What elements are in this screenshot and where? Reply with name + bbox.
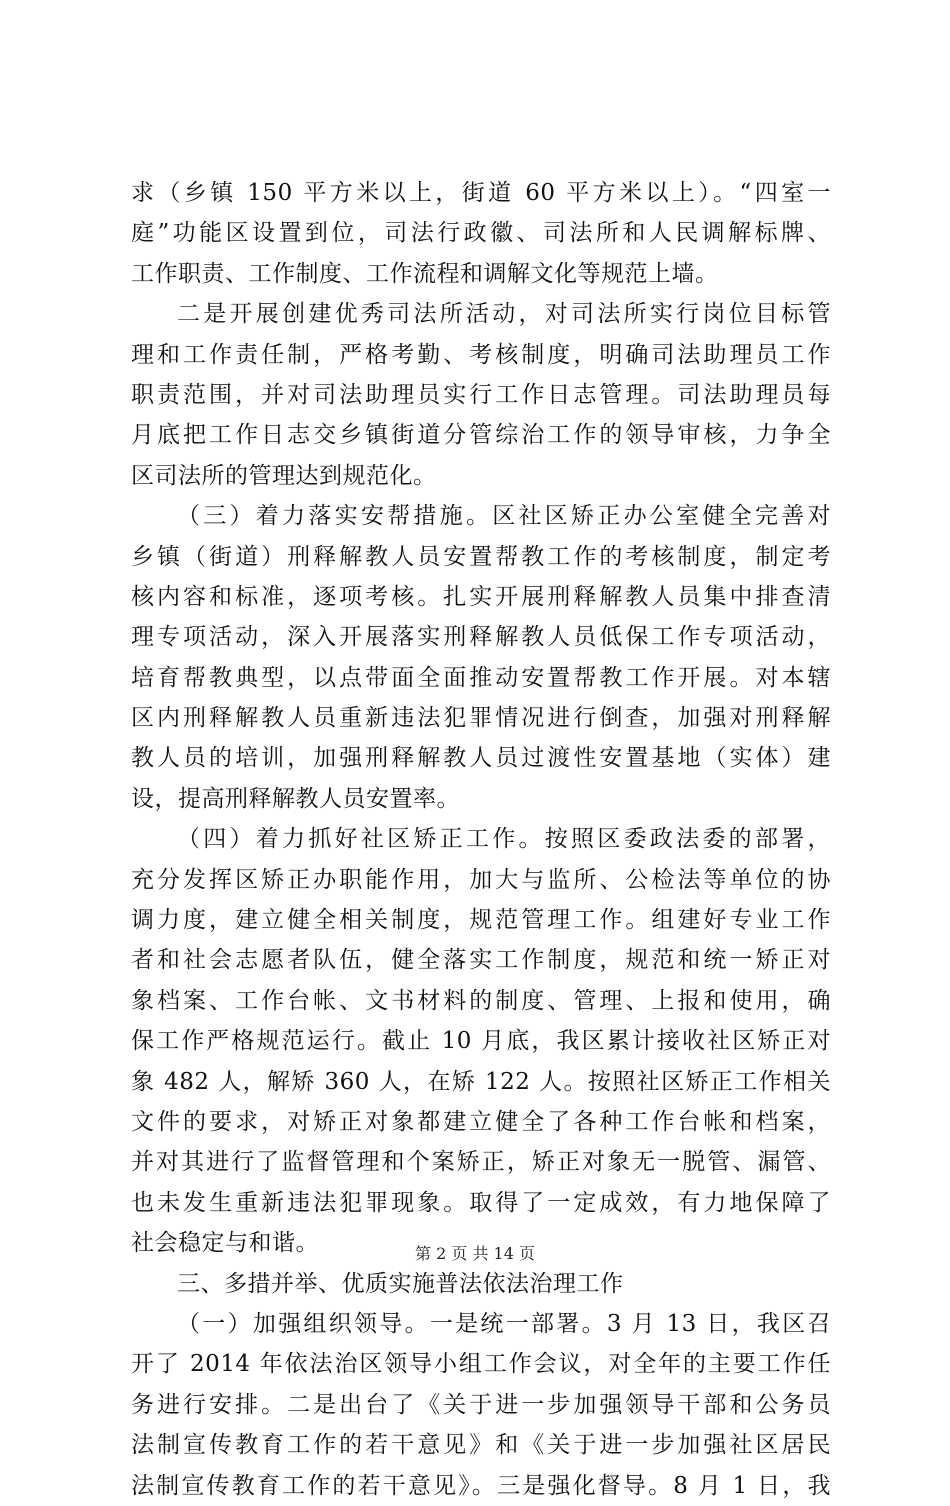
text-line: 培育帮教典型，以点带面全面推动安置帮教工作开展。对本辖 [131, 664, 831, 691]
text-line: 乡镇（街道）刑释解教人员安置帮教工作的考核制度，制定考 [131, 543, 831, 570]
text-line: 理和工作责任制，严格考勤、考核制度，明确司法助理员工作 [131, 341, 831, 368]
text-line: （四）着力抓好社区矫正工作。按照区委政法委的部署， [177, 826, 831, 853]
text-line: （一）加强组织领导。一是统一部署。3 月 13 日，我区召 [177, 1310, 831, 1337]
text-line: 充分发挥区矫正办职能作用，加大与监所、公检法等单位的协 [131, 866, 831, 893]
text-line: 月底把工作日志交乡镇街道分管综治工作的领导审核，力争全 [131, 422, 831, 449]
text-line: 象档案、工作台帐、文书材料的制度、管理、上报和使用，确 [131, 987, 831, 1014]
text-line: 调力度，建立健全相关制度，规范管理工作。组建好专业工作 [131, 907, 831, 934]
text-line: 三、多措并举、优质实施普法依法治理工作 [177, 1270, 624, 1297]
text-line: 核内容和标准，逐项考核。扎实开展刑释解教人员集中排查清 [131, 583, 831, 610]
text-line: 理专项活动，深入开展落实刑释解教人员低保工作专项活动， [131, 624, 831, 651]
text-line: 文件的要求，对矫正对象都建立健全了各种工作台帐和档案， [131, 1108, 831, 1135]
text-line: 保工作严格规范运行。截止 10 月底，我区累计接收社区矫正对 [131, 1028, 831, 1055]
text-line: 职责范围，并对司法助理员实行工作日志管理。司法助理员每 [131, 381, 831, 408]
text-line: 务进行安排。二是出台了《关于进一步加强领导干部和公务员 [131, 1391, 831, 1418]
text-line: 二是开展创建优秀司法所活动，对司法所实行岗位目标管 [177, 301, 831, 328]
text-line: 工作职责、工作制度、工作流程和调解文化等规范上墙。 [131, 260, 719, 287]
document-body [131, 173, 831, 1506]
text-line: 法制宣传教育工作的若干意见》。三是强化督导。8 月 1 日，我 [131, 1472, 831, 1499]
text-line: 也未发生重新违法犯罪现象。取得了一定成效，有力地保障了 [131, 1189, 831, 1216]
text-line: 区内刑释解教人员重新违法犯罪情况进行倒查，加强对刑释解 [131, 705, 831, 732]
text-line: 并对其进行了监督管理和个案矫正，矫正对象无一脱管、漏管、 [131, 1149, 831, 1176]
text-line: 区司法所的管理达到规范化。 [131, 462, 437, 489]
page-number-footer: 第 2 页 共 14 页 [415, 1244, 535, 1263]
text-line: （三）着力落实安帮措施。区社区矫正办公室健全完善对 [177, 503, 831, 530]
text-line: 设，提高刑释解教人员安置率。 [131, 785, 460, 812]
text-line: 法制宣传教育工作的若干意见》和《关于进一步加强社区居民 [131, 1432, 831, 1459]
text-line: 象 482 人，解矫 360 人，在矫 122 人。按照社区矫正工作相关 [131, 1068, 831, 1095]
text-line: 开了 2014 年依法治区领导小组工作会议，对全年的主要工作任 [131, 1351, 831, 1378]
text-line: 教人员的培训，加强刑释解教人员过渡性安置基地（实体）建 [131, 745, 831, 772]
text-line: 者和社会志愿者队伍，健全落实工作制度，规范和统一矫正对 [131, 947, 831, 974]
text-line: 求（乡镇 150 平方米以上，街道 60 平方米以上）。“四室一 [131, 180, 831, 206]
text-line: 社会稳定与和谐。 [131, 1230, 319, 1257]
text-line: 庭”功能区设置到位，司法行政徽、司法所和人民调解标牌、 [131, 220, 831, 247]
